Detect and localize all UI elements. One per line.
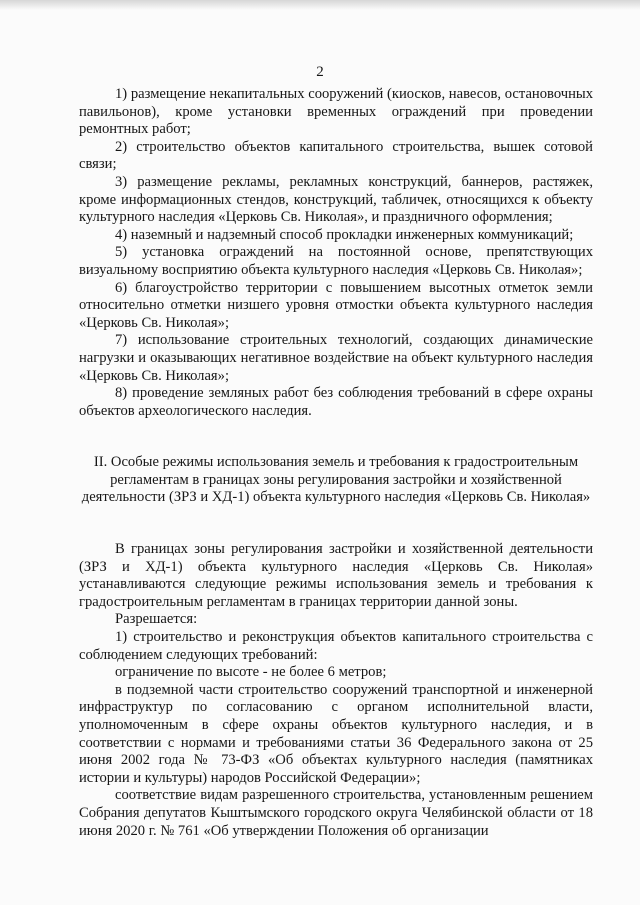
list-item: 2) строительство объектов капитального строительства, вышек сотовой связи; bbox=[79, 138, 593, 173]
list-item: 8) проведение земляных работ без соблюдения требований в сфере охраны объектов археологического наследия. bbox=[79, 385, 593, 419]
section-heading: II. Особые режимы использования земель и требования к градостроительным регламентам в границах зоны регулирования застройки и хозяйственной деятельности (ЗРЗ и ХД-1) объекта культурного наследия «Церковь Св. Николая» bbox=[81, 454, 591, 506]
height-limit: ограничение по высоте - не более 6 метров; bbox=[115, 664, 387, 681]
underground-paragraph: в подземной части строительство сооружений транспортной и инженерной инфраструктур по согласованию с органом исполнительной власти, уполномоченным в сфере охраны объектов культурного наследия, и в соответствии с нормами и требованиями статьи 36 Федерального закона от 25 июня 2002 года № 73-ФЗ «Об объектах культурного наследия (памятниках истории и культуры) народов Российской Федерации»; bbox=[79, 681, 593, 786]
permitted-item: 1) строительство и реконструкция объектов капитального строительства с соблюдением следующих требований: bbox=[79, 629, 593, 663]
document-body bbox=[79, 86, 593, 840]
intro-paragraph: В границах зоны регулирования застройки и хозяйственной деятельности (ЗРЗ и ХД-1) объекта культурного наследия «Церковь Св. Николая» устанавливаются следующие режимы использования земель и требования к градостроительным регламентам в границах территории данной зоны. bbox=[79, 541, 593, 610]
list-item: 4) наземный и надземный способ прокладки инженерных коммуникаций; bbox=[115, 226, 574, 243]
list-item: 7) использование строительных технологий, создающих динамические нагрузки и оказывающих негативное воздействие на объект культурного наследия «Церковь Св. Николая»; bbox=[79, 332, 593, 384]
list-item: 6) благоустройство территории с повышением высотных отметок земли относительно отметки низшего уровня отмостки объекта культурного наследия «Церковь Св. Николая»; bbox=[79, 279, 593, 331]
list-item: 1) размещение некапитальных сооружений (киосков, навесов, остановочных павильонов), кроме установки временных ограждений при проведении ремонтных работ; bbox=[79, 86, 593, 138]
list-item: 3) размещение рекламы, рекламных конструкций, баннеров, растяжек, кроме информационных стендов, конструкций, табличек, относящихся к объекту культурного наследия «Церковь Св. Николая», и праздничного оформления; bbox=[79, 173, 593, 226]
list-item: 5) установка ограждений на постоянной основе, препятствующих визуальному восприятию объекта культурного наследия «Церковь Св. Николая»; bbox=[79, 244, 593, 278]
conformity-paragraph: соответствие видам разрешенного строительства, установленным решением Собрания депутатов Кыштымского городского округа Челябинской области от 18 июня 2020 г. № 761 «Об утверждении Положения об организации bbox=[79, 787, 593, 839]
scan-shadow bbox=[0, 0, 640, 10]
page-number: 2 bbox=[316, 64, 324, 80]
permitted-label: Разрешается: bbox=[115, 611, 198, 628]
